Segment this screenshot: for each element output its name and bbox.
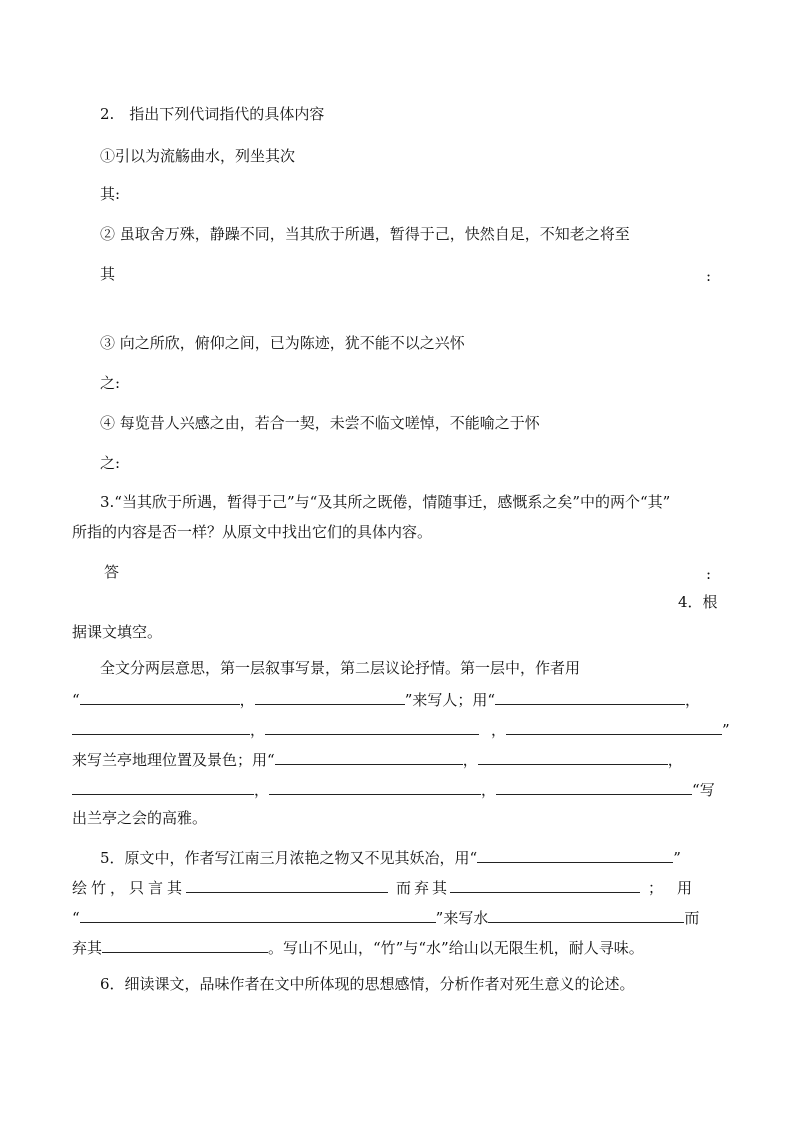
q2-sentence-1: ①引以为流觞曲水，列坐其次 (100, 147, 296, 165)
fill-blank[interactable] (80, 688, 240, 705)
q4-line-2 (72, 688, 700, 710)
comma: ， (254, 781, 270, 799)
q5-text-er: 而 (684, 909, 700, 927)
comma: ， (481, 781, 497, 799)
fill-blank[interactable] (72, 778, 254, 795)
q4-line-5 (72, 778, 715, 800)
q4-intro-line: 全文分两层意思，第一层叙事写景，第二层议论抒情。第一层中，作者用 (100, 659, 581, 677)
quote-open: “ (469, 849, 478, 867)
q4-text-xie: “写 (692, 781, 715, 799)
q5-tail: 。写山不见山，“竹”与“水”给山以无限生机，耐人寻味。 (268, 939, 644, 957)
q2-sentence-2: ② 虽取舍万殊，静躁不同，当其欣于所遇，暂得于己，快然自足，不知老之将至 (100, 225, 630, 243)
q6-text: 6．细读课文，品味作者在文中所体现的思想感情，分析作者对死生意义的论述。 (100, 975, 635, 993)
fill-blank[interactable] (275, 748, 463, 765)
fill-blank[interactable] (255, 688, 405, 705)
q3-line-2: 所指的内容是否一样？从原文中找出它们的具体内容。 (72, 523, 433, 541)
comma: ， (685, 691, 701, 709)
quote-open: “ (487, 691, 496, 709)
q2-title: 2. 指出下列代词指代的具体内容 (100, 105, 325, 123)
quote-close: ” (404, 691, 413, 709)
fill-blank[interactable] (102, 936, 268, 953)
q2-answer-label-2: 其 (100, 265, 116, 283)
quote-close: ” (435, 909, 444, 927)
q5-text-erqiqi: 而弃其 (396, 879, 451, 897)
fill-blank[interactable] (72, 718, 250, 735)
fill-blank[interactable] (477, 846, 673, 863)
q2-answer-label-1: 其: (100, 185, 121, 203)
q4-text-lanting: 来写兰亭地理位置及景色；用 (72, 751, 268, 769)
quote-close: ” (722, 721, 730, 739)
q4-line-6: 出兰亭之会的高雅。 (72, 809, 208, 827)
fill-blank[interactable] (269, 778, 481, 795)
q5-text-laixieshui: 来写水 (443, 909, 489, 927)
fill-blank[interactable] (488, 906, 684, 923)
q2-answer-label-3: 之: (100, 374, 121, 392)
q4-line-4 (72, 748, 683, 770)
q5-text-semi: ；用 (648, 879, 707, 897)
q5-line-3 (72, 906, 699, 928)
q2-answer-colon-2: : (706, 267, 712, 285)
fill-blank[interactable] (478, 748, 668, 765)
q2-answer-label-4: 之: (100, 454, 121, 472)
q4-number: 4．根 (678, 593, 718, 611)
q3-line-1: 3.“当其欣于所遇，暂得于己”与“及其所之既倦，情随事迁，感慨系之矣”中的两个“其” (100, 493, 671, 511)
q5-intro: 5．原文中，作者写江南三月浓艳之物又不见其妖冶，用 (100, 849, 470, 867)
fill-blank[interactable] (186, 876, 388, 893)
comma: ， (667, 751, 683, 769)
q4-instruction: 据课文填空。 (72, 623, 163, 641)
q2-sentence-3: ③ 向之所欣，俯仰之间，已为陈迹，犹不能不以之兴怀 (100, 334, 465, 352)
q5-line-1 (100, 846, 681, 868)
quote-close: ” (673, 849, 681, 867)
fill-blank[interactable] (80, 906, 436, 923)
quote-open: “ (72, 909, 80, 927)
q5-line-2 (72, 876, 706, 898)
q5-text-qiqi: 弃其 (72, 939, 103, 957)
quote-open: “ (267, 751, 275, 769)
fill-blank[interactable] (450, 876, 640, 893)
q5-text-huizhu: 绘竹，只言其 (72, 879, 187, 897)
fill-blank[interactable] (265, 718, 479, 735)
q3-answer-colon: : (706, 565, 712, 583)
fill-blank[interactable] (495, 688, 685, 705)
comma: ， (239, 691, 255, 709)
quote-open: “ (72, 691, 80, 709)
q4-text-laixieren: 来写人；用 (412, 691, 488, 709)
q2-sentence-4: ④ 每览昔人兴感之由，若合一契，未尝不临文嗟悼，不能喻之于怀 (100, 414, 540, 432)
fill-blank[interactable] (496, 778, 692, 795)
comma: ， (462, 751, 478, 769)
comma: ， (250, 721, 266, 739)
comma: ， (491, 721, 507, 739)
q3-answer-label: 答 (104, 563, 120, 581)
q5-line-4 (72, 936, 644, 958)
q4-line-3 (72, 718, 730, 740)
fill-blank[interactable] (506, 718, 722, 735)
